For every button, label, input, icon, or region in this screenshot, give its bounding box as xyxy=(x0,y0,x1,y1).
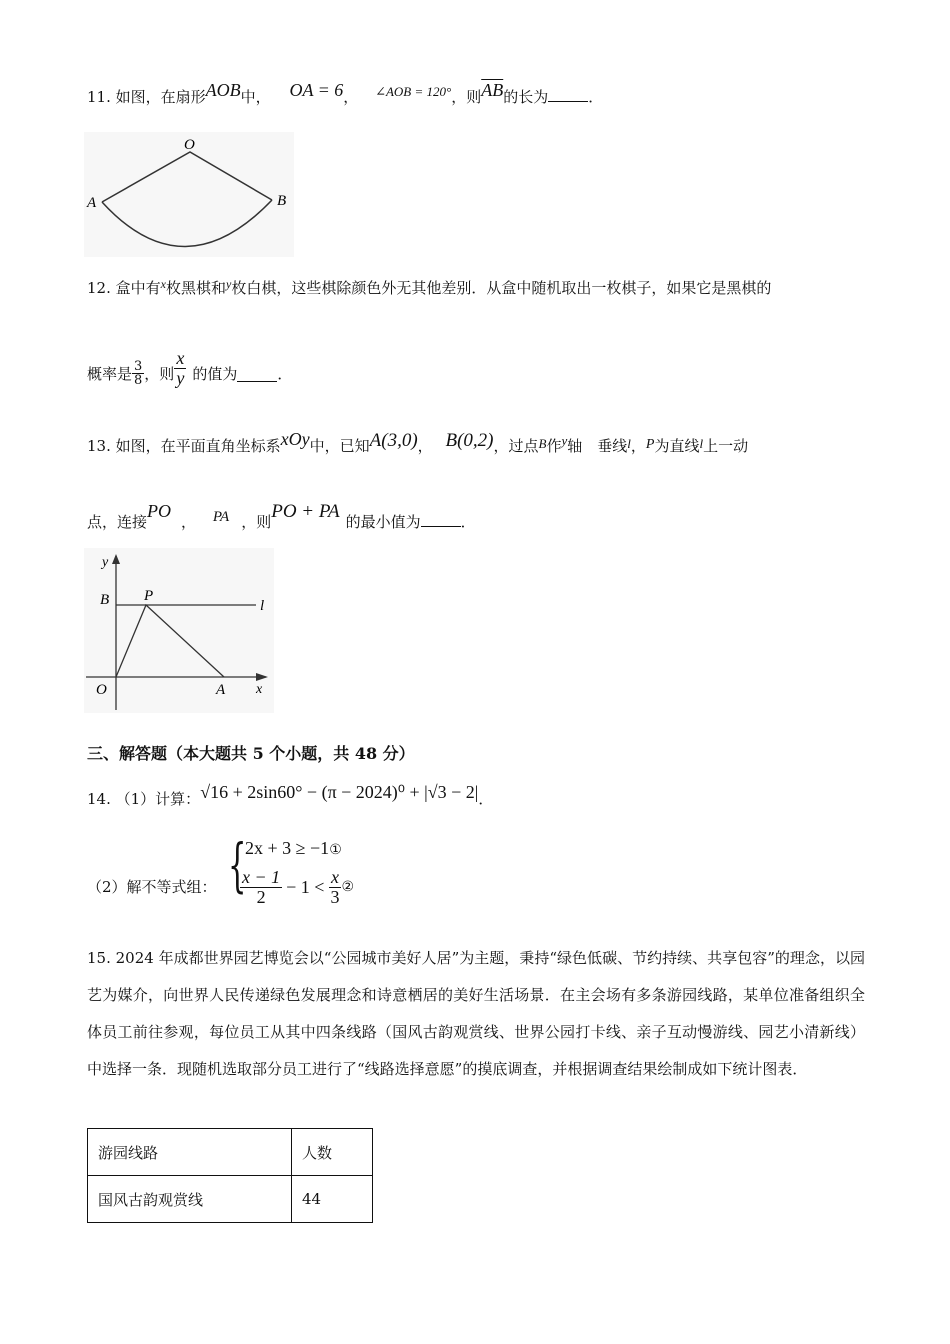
system-brace: { xyxy=(228,831,247,899)
label-y-axis: y xyxy=(102,555,109,570)
answer-blank xyxy=(548,89,588,102)
label-p: P xyxy=(144,588,154,604)
survey-table xyxy=(87,1128,373,1223)
prob-fraction: $\frac{3}{8}$ xyxy=(134,358,143,389)
point-b: B(0,2) xyxy=(445,430,494,451)
header-route: 游园线路 xyxy=(88,1129,292,1176)
label-x-axis: x xyxy=(256,682,263,697)
header-count: 人数 xyxy=(292,1129,373,1176)
sector-name: AOB xyxy=(205,80,241,100)
q11-line: 11. 如图，在扇形AOB中， OA = 6， ∠AOB = 120°，则$\overline{AB}$的长为 ． xyxy=(87,80,604,106)
ratio-fraction: $\frac{x}{y}$ xyxy=(176,348,185,389)
q14-part1: 14. （1）计算：√16 + 2sin60° − (π − 2024)⁰ + |√3 − 2|． xyxy=(87,782,494,808)
sum-expression: PO + PA xyxy=(271,501,340,522)
label-b: B xyxy=(100,592,110,608)
inequality-1: 2x + 3 ≥ −1① xyxy=(245,838,342,858)
angle-aob: ∠AOB = 120° xyxy=(375,84,452,99)
point-a: A(3,0) xyxy=(369,430,418,451)
label-l: l xyxy=(260,598,265,614)
segment-po: PO xyxy=(147,501,172,521)
label-o: O xyxy=(96,682,107,698)
q14-part2-label: （2）解不等式组： xyxy=(87,878,217,896)
coordinate-system: xOy xyxy=(280,429,310,449)
answer-blank xyxy=(421,514,461,527)
ineq-right-fraction: $\frac{x}{3}$ xyxy=(330,867,340,907)
label-a: A xyxy=(87,195,97,211)
q13-line2: 点，连接PO， PA ，则PO + PA 的最小值为 ． xyxy=(87,501,476,531)
oa-length: OA = 6 xyxy=(289,80,344,100)
ineq-left-fraction: $\frac{x - 1}{2}$ xyxy=(242,867,281,907)
arc-ab: $\overline{AB}$ xyxy=(481,80,504,100)
q12-line1: 12. 盒中有$^x$枚黑棋和$^y$枚白棋，这些棋除颜色外无其他差别．从盒中随机取出一枚棋子，如果它是黑棋的 xyxy=(87,277,772,297)
table-row xyxy=(88,1176,373,1223)
label-b: B xyxy=(277,193,287,209)
section-title: 三、解答题（本大题共 5 个小题，共 48 分） xyxy=(87,744,415,763)
cell-route: 国风古韵观赏线 xyxy=(88,1176,292,1223)
q11-sector-figure xyxy=(84,132,294,257)
answer-blank xyxy=(237,369,277,382)
segment-pa: PA xyxy=(212,509,230,525)
calc-expression: √16 + 2sin60° − (π − 2024)⁰ + |√3 − 2| xyxy=(200,782,479,802)
table-header-row xyxy=(88,1129,373,1176)
var-y: y xyxy=(226,277,232,291)
var-x: x xyxy=(160,277,166,291)
q13-coordinate-figure xyxy=(84,548,274,713)
q13-line1: 13. 如图，在平面直角坐标系xOy中，已知A(3,0)， B(0,2)，过点B作y轴 垂线l，P为直线l上一动 xyxy=(87,429,749,455)
label-o: O xyxy=(184,137,195,153)
inequality-2: $\frac{x - 1}{2}$ − 1 < $\frac{x}{3}$ ② xyxy=(242,867,355,907)
label-a: A xyxy=(216,682,226,698)
q12-line2: 概率是 $\frac{3}{8}$ ，则 $\frac{x}{y}$ 的值为 ． xyxy=(87,348,293,389)
cell-count: 44 xyxy=(292,1176,373,1223)
q15-paragraph: 15. 2024 年成都世界园艺博览会以“公园城市美好人居”为主题，秉持“绿色低碳、节约持续、共享包容”的理念，以园艺为媒介，向世界人民传递绿色发展理念和诗意栖居的美好生活场景．在主会场有多条游园线路，某单位准备组织全体员工前往参观，每位员工从其中四条线路（国风古韵观赏线、世界公园打卡线、亲子互动慢游线、园艺小清新线）中选择一条．现随机选取部分员工进行了“线路选择意愿”的摸底调查，并根据调查结果绘制成如下统计图表． xyxy=(87,949,865,1078)
